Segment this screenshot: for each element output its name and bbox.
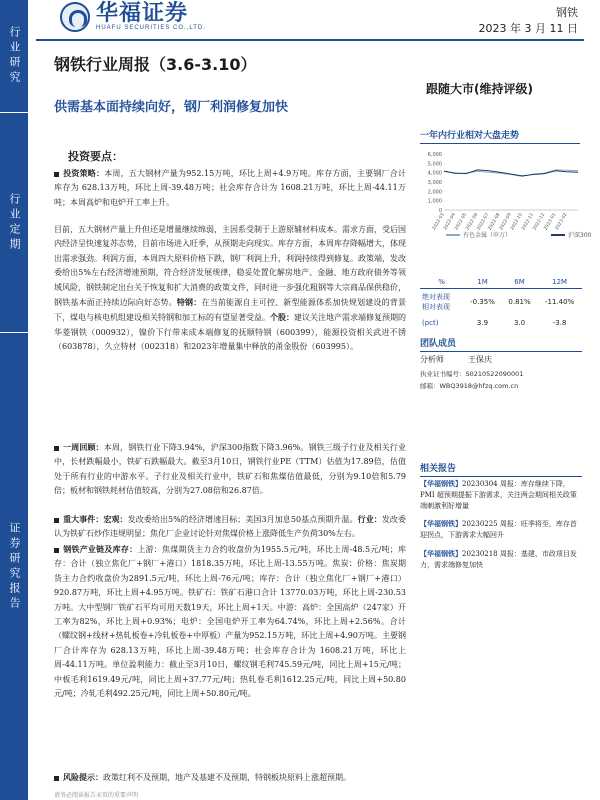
rating-label: 跟随大市(维持评级): [426, 82, 533, 96]
performance-table: [420, 276, 582, 331]
analyst-info: [420, 354, 523, 393]
report-headline: 供需基本面持续向好，钢厂利润修复加快: [54, 100, 289, 115]
paragraph-risk: 风险提示：政策红利不及预期，地产及基建不及预期，特钢板块原料上涨超预期。: [54, 770, 406, 785]
table-cell: -0.35%: [470, 298, 495, 306]
bullet-icon: [54, 776, 59, 781]
team-title: 团队成员: [420, 336, 582, 352]
company-logo: [60, 2, 206, 32]
x-tick-label: 2023-01: [543, 212, 558, 232]
x-tick-label: 2022-04: [443, 212, 457, 232]
y-tick-label: 5,000: [427, 161, 442, 168]
sidebar-tab-periodic: 行业定期: [0, 112, 28, 332]
report-title: 钢铁行业周报（3.6-3.10）: [54, 55, 257, 74]
legend-swatch-index: [551, 234, 565, 236]
chart-title: 一年内行业相对大盘走势: [420, 128, 580, 144]
analyst-name: 王保庆: [468, 355, 492, 364]
y-tick-label: 6,000: [427, 152, 442, 158]
legend-industry: 有色金属（申万）: [446, 230, 511, 239]
table-cell: -3.8: [552, 319, 567, 327]
table-header: %: [420, 276, 463, 289]
table-header: 12M: [537, 276, 582, 289]
sidebar-tab-report: 证券研究报告: [0, 332, 28, 800]
related-reports-title: 相关报告: [420, 461, 582, 477]
table-cell: 0.81%: [508, 298, 531, 306]
x-tick-label: 2023-02: [554, 212, 569, 232]
legend-swatch-industry: [446, 234, 460, 236]
bullet-icon: [54, 518, 59, 523]
x-tick-label: 2022-12: [532, 212, 547, 232]
table-header: 6M: [502, 276, 537, 289]
paragraph-strategy: 投资策略：本周，五大钢材产量为952.15万吨，环比上周+4.9万吨。库存方面，主要钢厂合计库存为 628.13万吨，环比上周-39.48万吨；社会库存合计为 1608.21万吨，环比上周-44.11万吨；本周高炉和电炉开工率上升。: [54, 168, 406, 207]
x-tick-label: 2022-05: [454, 212, 469, 232]
analyst-cert: 执业证书编号：S0210522090001: [420, 370, 524, 378]
analyst-role: 分析师: [420, 355, 444, 364]
logo-mark-icon: [60, 2, 90, 32]
page-footer: 请务必阅读报告末页的重要声明: [54, 792, 139, 799]
related-report-item[interactable]: 【华福钢铁】20230218 周报：基建、市政项目发力，需求端修复加快: [420, 549, 577, 569]
table-cell: 3.9: [476, 319, 489, 327]
table-cell: -11.40%: [545, 298, 575, 306]
table-cell: 3.0: [513, 319, 526, 327]
x-tick-label: 2022-08: [487, 212, 502, 232]
y-tick-label: 0: [438, 208, 442, 214]
page-header: [0, 0, 600, 40]
x-tick-label: 2022-09: [498, 212, 513, 232]
x-tick-label: 2022-03: [431, 212, 446, 232]
table-header: 1M: [463, 276, 502, 289]
table-row-label: 绝对表现 相对表现: [422, 293, 450, 311]
related-report-item[interactable]: 【华福钢铁】20230225 周报：旺季将至，库存首迎拐点，下游需求大幅回升: [420, 519, 577, 539]
industry-label: 钢铁: [556, 6, 578, 19]
report-date: 2023 年 3 月 11 日: [478, 22, 578, 35]
y-tick-label: 2,000: [427, 189, 442, 196]
paragraph-analysis: 目前，五大钢材产量上升但还是增量继续绵弱，主因系受制于上游原辅材料成本。需求方面，受后国内经济呈快速复苏态势，目前市场进入旺季，从预期走向现实。库存方面，本周库存降幅增大，体现出需求强劲。利润方面，本周四大原料价格下跌，钢厂利润上升，利润持续得到修复。政策端，发改委给出5%左右经济增速预期，符合经济发展规律，稳妥处置化解房地产、金融、地方政府债务等领域风险，钢铁制定出台关于恢复和扩大消费的政策文件，同时进一步强化粗钢等大宗商品保供稳价，钢铁基本面正持续边际向好态势。特钢：在当前能源自主可控、新型能源体系加快规划建设的背景下，煤电与核电机组建设相关特钢和加工标的有望显著受益。个股：建议关注地产需求端修复预期的华菱钢铁（000932），镍价下行带来成本端修复的抚顺特钢（600399），能源投资相关武进不锈（603878），久立特材（002318）和2023年增量集中释放的甬金股份（603995）。: [54, 225, 407, 352]
table-row-label: (pct): [422, 319, 439, 327]
x-tick-label: 2022-10: [510, 212, 524, 232]
x-tick-label: 2022-06: [465, 212, 480, 232]
logo-subtext: HUAFU SECURITIES CO.,LTD.: [96, 25, 206, 31]
table-row: [420, 289, 582, 316]
paragraph-industry-chain: 钢铁产业链及库存：上游：焦煤期货主力合约收盘价为1955.5元/吨，环比上周-48.5元/吨；库存：合计（独立焦化厂+钢厂+港口）1818.35万吨，环比上周-13.55万吨。焦炭：价格：焦炭期货主力合约收盘价为2891.5元/吨，环比上周-76元/吨；库存：合计（独立焦化厂+钢厂+港口）920.87万吨，环比上周+4.95万吨。铁矿石：铁矿石港口合计 13770.03万吨，环比上周-230.53万吨。大中型钢厂铁矿石平均可用天数19天，环比上周+1天。中游：高炉：全国高炉（247家）开工率为82%，环比上周+0.93%；电炉：全国电炉开工率为64.74%，环比上周+2.56%。合计（螺纹钢+线材+热轧板卷+冷轧板卷+中厚板）产量为952.15万吨，环比上周+4.90万吨。主要钢厂合计库存为 628.13万吨，环比上周-39.48万吨；社会库存合计为 1608.21万吨，环比上周-44.11万吨。单位盈利能力：截止至3月10日，螺纹钢毛利745.59元/吨，同比上周+15元/吨；中板毛利1619.49元/吨，同比上周+37.77元/吨；热轧卷毛利1612.25元/吨，同比上周+50.80元/吨；冷轧毛利492.25元/吨，同比上周+50.80元/吨。: [54, 544, 407, 699]
legend-index: 沪深300: [551, 230, 591, 239]
header-divider: [36, 39, 584, 41]
y-tick-label: 1,000: [427, 198, 442, 205]
analyst-email[interactable]: 邮箱：WBQ3918@hfzq.com.cn: [420, 382, 519, 390]
bullet-icon: [54, 172, 59, 177]
x-tick-label: 2022-07: [476, 212, 491, 232]
y-tick-label: 4,000: [427, 170, 442, 177]
logo-text: 华福证券: [96, 1, 189, 26]
table-row: [420, 315, 582, 331]
paragraph-weekly-review: 一周回顾：本周，钢铁行业下降3.94%，沪深300指数下降3.96%。钢铁三级子行业及相关行业中，长材跌幅最小，铁矿石跌幅最大。截至3月10日，钢铁行业PE（TTM）估值为17.89倍，估值处于所有行业的中游水平。子行业及相关行业中，铁矿石和焦煤估值最低，分别为9.10倍和5.79倍；板材和钢铁耗材估值较高，分别为27.08倍和26.87倍。: [54, 442, 406, 496]
sidebar-tab-research: 行业研究: [0, 0, 28, 112]
x-tick-label: 2022-11: [521, 212, 536, 232]
investment-highlights-title: 投资要点：: [68, 150, 123, 163]
y-tick-label: 3,000: [427, 180, 442, 186]
paragraph-major-events: 重大事件：宏观：发改委给出5%的经济增速目标；美国3月加息50基点预期升温。行业：发改委认为铁矿石炒作违规明显；焦化厂企业讨论针对焦煤价格上涨降低生产负荷30%左右。: [54, 514, 407, 539]
bullet-icon: [54, 548, 59, 553]
chart-legend: [446, 230, 591, 239]
bullet-icon: [54, 446, 59, 451]
table-header-row: [420, 276, 582, 289]
related-report-item[interactable]: 【华福钢铁】20230304 周报：库存继续下降，PMI 超预期提振下游需求，关注两会期间相关政策端刺激利好增量: [420, 479, 577, 510]
